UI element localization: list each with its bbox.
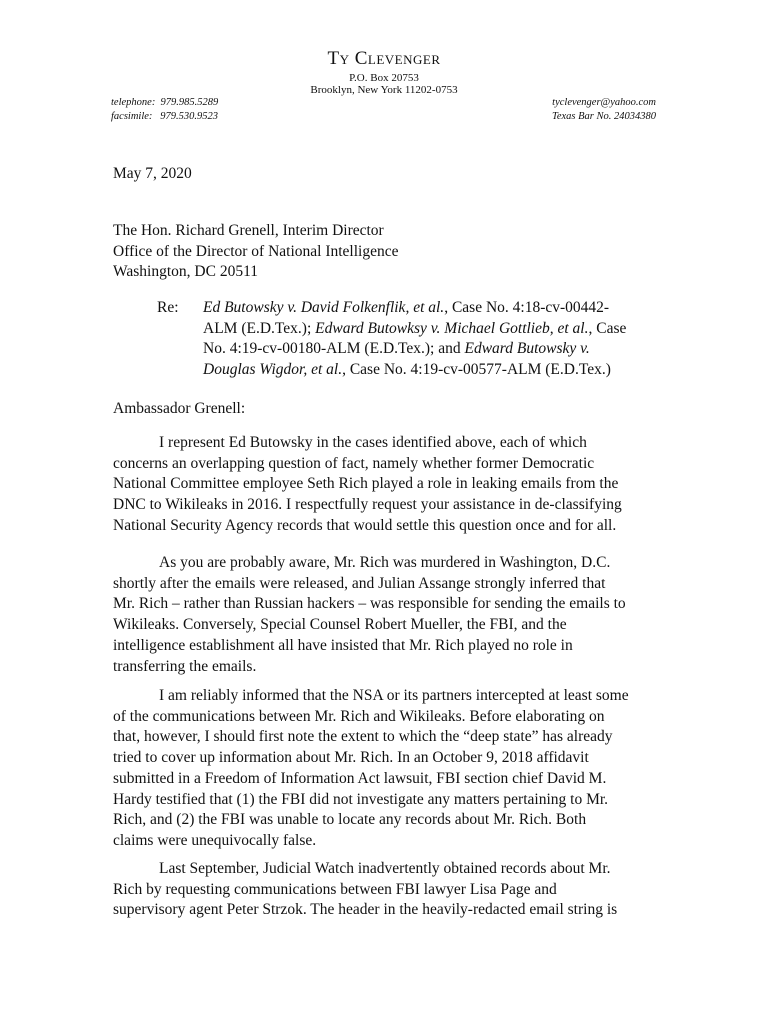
telephone-number: telephone: 979.985.5289 <box>111 97 219 108</box>
facsimile-number: facsimile: 979.530.9523 <box>111 111 219 122</box>
recipient-line: Office of the Director of National Intelligence <box>113 242 399 260</box>
paragraph-line: Rich by requesting communications between FBI lawyer Lisa Page and <box>113 880 557 898</box>
paragraph-3 <box>113 686 658 852</box>
paragraph-line: Last September, Judicial Watch inadvertently obtained records about Mr. <box>159 860 611 877</box>
case-name: Edward Butowksy v. Michael Gottlieb, et al. <box>315 319 589 337</box>
letterhead-contact-block <box>552 96 656 124</box>
paragraph-1 <box>113 433 658 537</box>
case-number: No. 4:19-cv-00180-ALM (E.D.Tex.); and <box>203 340 465 358</box>
paragraph-line: Rich, and (2) the FBI was unable to locate any records about Mr. Rich. Both <box>113 811 587 829</box>
paragraph-line: tried to cover up information about Mr. Rich. In an October 9, 2018 affidavit <box>113 749 589 767</box>
paragraph-line: National Committee employee Seth Rich played a role in leaking emails from the <box>113 475 619 493</box>
re-label: Re: <box>157 299 179 316</box>
letterhead-address-line1: P.O. Box 20753 <box>349 72 419 84</box>
paragraph-line: I am reliably informed that the NSA or its partners intercepted at least some <box>159 687 629 704</box>
email-address[interactable]: tyclevenger@yahoo.com <box>552 97 656 108</box>
case-name: Ed Butowsky v. David Folkenflik, et al. <box>203 299 445 316</box>
case-number: , Case <box>588 319 627 337</box>
paragraph-line: DNC to Wikileaks in 2016. I respectfully request your assistance in de-classifying <box>113 496 622 514</box>
case-number: , Case No. 4:19-cv-00577-ALM (E.D.Tex.) <box>342 361 611 379</box>
bar-number: Texas Bar No. 24034380 <box>551 111 656 122</box>
paragraph-4 <box>113 859 658 921</box>
paragraph-line: that, however, I should first note the extent to which the “deep state” has already <box>113 728 613 746</box>
paragraph-line: submitted in a Freedom of Information Act lawsuit, FBI section chief David M. <box>113 769 607 787</box>
letterhead-phone-block <box>111 96 218 124</box>
paragraph-line: transferring the emails. <box>113 657 257 675</box>
recipient-line: The Hon. Richard Grenell, Interim Director <box>113 222 384 239</box>
letter-date: May 7, 2020 <box>113 165 192 182</box>
letterhead-name: Ty Clevenger <box>327 48 441 69</box>
paragraph-line: Mr. Rich – rather than Russian hackers – was responsible for sending the emails to <box>113 595 626 613</box>
re-line <box>203 319 643 340</box>
letterhead-address-line2: Brooklyn, New York 11202-0753 <box>310 84 458 96</box>
paragraph-line: National Security Agency records that would settle this question once and for all. <box>113 516 617 534</box>
paragraph-line: concerns an overlapping question of fact, namely whether former Democratic <box>113 454 595 472</box>
paragraph-line: claims were unequivocally false. <box>113 831 317 849</box>
paragraph-line: shortly after the emails were released, and Julian Assange strongly inferred that <box>113 574 606 592</box>
paragraph-line: Hardy testified that (1) the FBI did not investigate any matters pertaining to Mr. <box>113 790 609 808</box>
case-name: Edward Butowsky v. <box>464 340 590 358</box>
paragraph-2 <box>113 553 658 677</box>
salutation: Ambassador Grenell: <box>113 400 246 417</box>
re-subject <box>203 298 643 381</box>
case-number: , Case No. 4:18-cv-00442- <box>444 299 610 316</box>
re-line <box>203 298 643 319</box>
re-line <box>203 339 643 360</box>
paragraph-line: Wikileaks. Conversely, Special Counsel Robert Mueller, the FBI, and the <box>113 616 567 634</box>
paragraph-line: supervisory agent Peter Strzok. The header in the heavily-redacted email string is <box>113 901 618 919</box>
recipient-line: Washington, DC 20511 <box>113 263 258 281</box>
paragraph-line: I represent Ed Butowsky in the cases identified above, each of which <box>159 434 587 451</box>
case-court: ALM (E.D.Tex.); <box>203 319 316 337</box>
paragraph-line: intelligence establishment all have insisted that Mr. Rich played no role in <box>113 636 573 654</box>
paragraph-line: of the communications between Mr. Rich and Wikileaks. Before elaborating on <box>113 707 605 725</box>
re-line <box>203 360 643 381</box>
case-name: Douglas Wigdor, et al. <box>203 361 343 379</box>
paragraph-line: As you are probably aware, Mr. Rich was murdered in Washington, D.C. <box>159 554 611 571</box>
recipient-block <box>113 221 398 283</box>
